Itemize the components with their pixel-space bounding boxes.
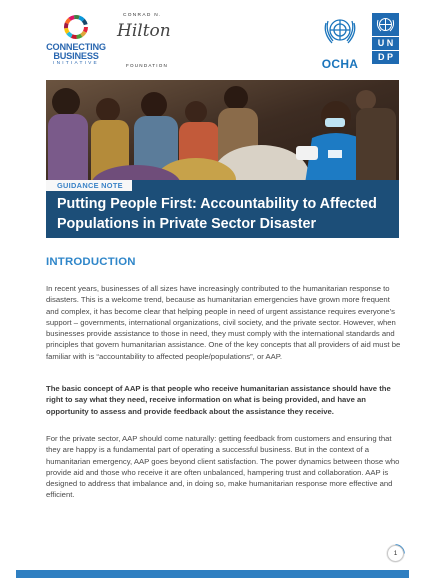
cbi-line-2: BUSINESS <box>53 51 99 61</box>
page-number: 1 <box>387 545 404 562</box>
undp-emblem <box>372 13 399 36</box>
hero-photo <box>46 80 399 190</box>
paragraph-2-bold: The basic concept of AAP is that people who receive humanitarian assistance should have the right to say what they need, receive information on what is being provided, and have an opportunity to assess and provide feedback about the assistance they receive. <box>46 384 391 416</box>
document-title: Putting People First: Accountability to Affected Populations in Private Sector Disaster Management <box>57 196 377 252</box>
undp-line-2: D P <box>372 51 399 64</box>
undp-logo <box>372 13 399 64</box>
paragraph-3: For the private sector, AAP should come naturally: getting feedback from customers and ensuring that they are happy is a fundamental part of operating a successful business. But in the context of a humanitarian emergency, AAP goes beyond client satisfaction. The power dynamics between those who provide aid and those who receive it are often unbalanced, hampering trust and collaboration. AAP is designed to address that imbalance and, in doing so, make humanitarian response more effective and efficient. <box>46 434 400 500</box>
cbi-ring-icon <box>63 14 89 40</box>
title-banner <box>46 180 399 252</box>
paragraph-1: In recent years, businesses of all sizes have increasingly contributed to the humanitarian response to disasters. This is a welcome trend, because as humanitarian emergencies have grown more frequent and complex, it has become clear that helping people in need of urgent assistance requires everyone’s support – governments, international organizations, civil society, and the private sector. However, when businesses provide assistance to those in need, they must comply with the international standards and principles that govern humanitarian assistance. One of the key concepts that all providers of aid must be familiar with is “accountability to affected people/populations”, or AAP. <box>46 284 401 361</box>
hilton-top-text: CONRAD N. <box>123 13 162 18</box>
connecting-business-initiative-logo <box>46 14 106 67</box>
cbi-line-1: CONNECTING <box>46 42 106 52</box>
un-emblem-icon <box>318 13 362 49</box>
footer-bar <box>16 570 409 578</box>
hilton-bottom-text: FOUNDATION <box>126 63 169 68</box>
introduction-heading: INTRODUCTION <box>46 256 136 268</box>
hilton-signature: Hilton <box>117 21 171 41</box>
guidance-note-tag: GUIDANCE NOTE <box>46 180 132 191</box>
ocha-logo <box>318 13 362 71</box>
ocha-label: OCHA <box>321 57 359 71</box>
undp-line-1: U N <box>372 37 399 50</box>
undp-globe-icon <box>376 15 395 34</box>
hilton-foundation-logo <box>113 13 175 73</box>
cbi-line-3: INITIATIVE <box>53 61 99 66</box>
